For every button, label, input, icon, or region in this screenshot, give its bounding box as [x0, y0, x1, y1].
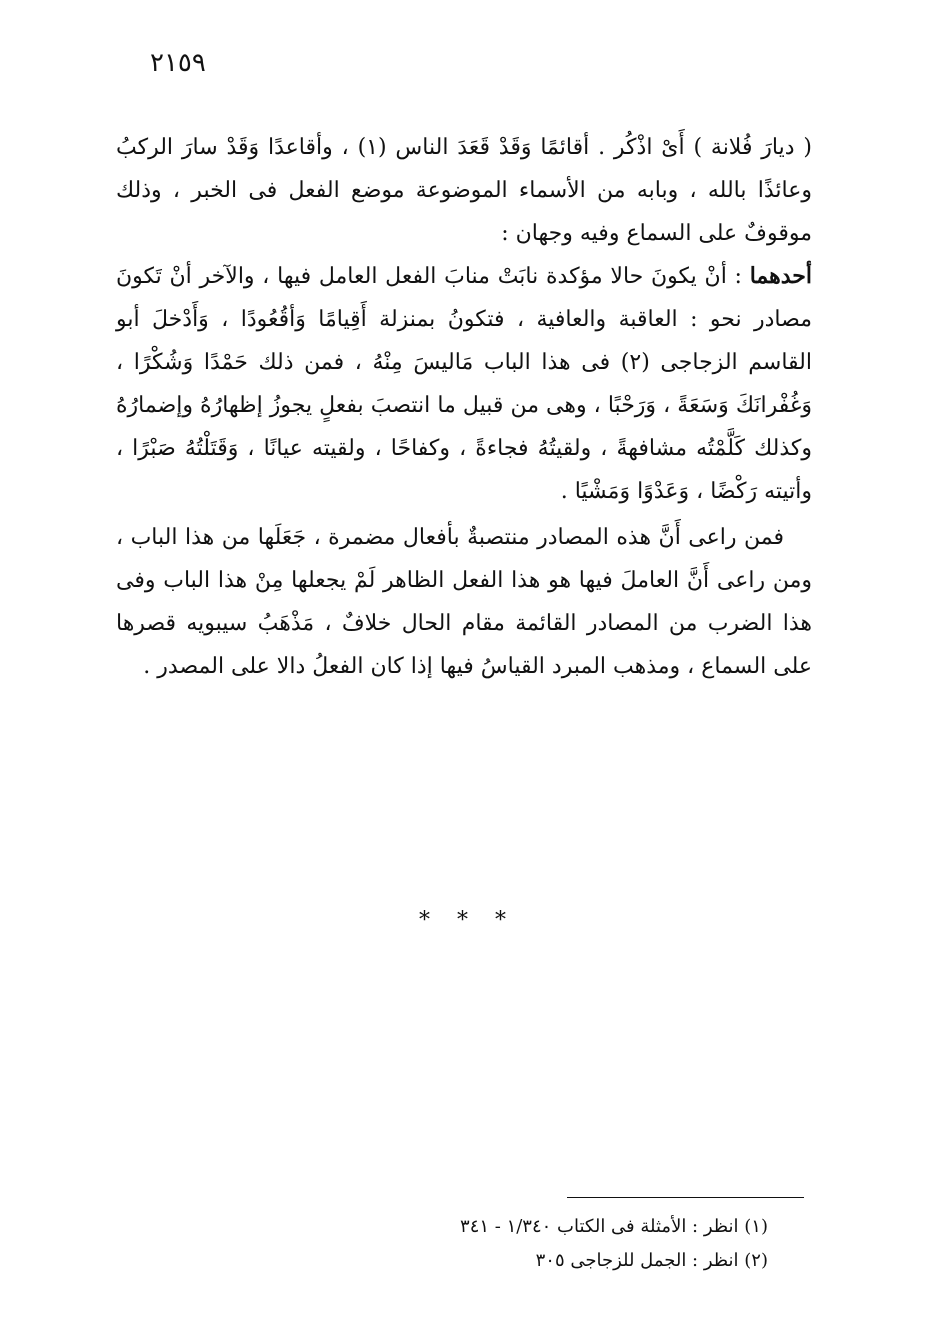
section-separator: * * *	[419, 908, 516, 933]
paragraph-1-text-a: ( ديارَ فُلانة ) أَىْ اذْكُر . أقائمًا وَقَدْ قَعَدَ الناس	[386, 135, 812, 160]
paragraph-3: فمن راعى أَنَّ هذه المصادر منتصبةٌ بأفعال مضمرة ، جَعَلَها من هذا الباب ، ومن راعى أَنَّ العاملَ فيها هو هذا الفعل الظاهر لَمْ يجعلها مِنْ هذا الباب وفى هذا الضرب من المصادر القائمة مقام الحال خلافٌ ، مَذْهَبُ سيبويه قصرها على السماع ، ومذهب المبرد القياسُ فيها إذا كان الفعلُ دالا على المصدر .	[116, 525, 812, 679]
paragraph-2-text-b: فى هذا الباب مَاليسَ مِنْهُ ، فمن ذلك حَمْدًا وَشُكْرًا ، وَغُفْرانَكَ وَسَعَةً ، وَرَحْبًا ، وهى من قبيل ما انتصبَ بفعلٍ يجوزُ إظهارُهُ وإضمارُهُ وكذلك كَلَّمْتُه مشافهةً ، ولقيتُهُ فجاءةً ، وكفاحًا ، ولقيته عيانًا ، وَقَتَلْتُهُ صَبْرًا ، وأتيته رَكْضًا ، وَعَدْوًا وَمَشْيًا .	[116, 350, 812, 504]
paragraph-2	[116, 255, 812, 513]
page-number: ٢١٥٩	[150, 48, 206, 78]
paragraph-1-text-b: ، وأقاعدًا وَقَدْ سارَ الركبُ وعائذًا بالله ، وبابه من الأسماء الموضوعة موضع الفعل فى الخبر ، وذلك موقوفٌ على السماع وفيه وجهان :	[116, 135, 812, 246]
footnote-ref-1: (١)	[357, 135, 387, 160]
paragraph-2-heading: أحدهما	[749, 263, 812, 289]
main-text	[116, 126, 812, 688]
footnotes	[300, 1210, 768, 1278]
footnote-divider	[567, 1197, 804, 1198]
footnote-ref-2: (٢)	[620, 350, 650, 375]
footnote-1: (١) انظر : الأمثلة فى الكتاب ١/٣٤٠ - ٣٤١	[460, 1216, 768, 1237]
paragraph-2-text-a: : أنْ يكونَ حالا مؤكدة نابَتْ منابَ الفعل العامل فيها ، والآخر أنْ تَكونَ مصادر نحو : العاقبة والعافية ، فتكونُ بمنزلة أَقِيامًا وَأقُعُودًا ، وَأَدْخلَ أبو القاسم الزجاجى	[116, 264, 812, 375]
footnote-2: (٢) انظر : الجمل للزجاجى ٣٠٥	[535, 1250, 768, 1271]
paragraph-1	[116, 126, 812, 255]
